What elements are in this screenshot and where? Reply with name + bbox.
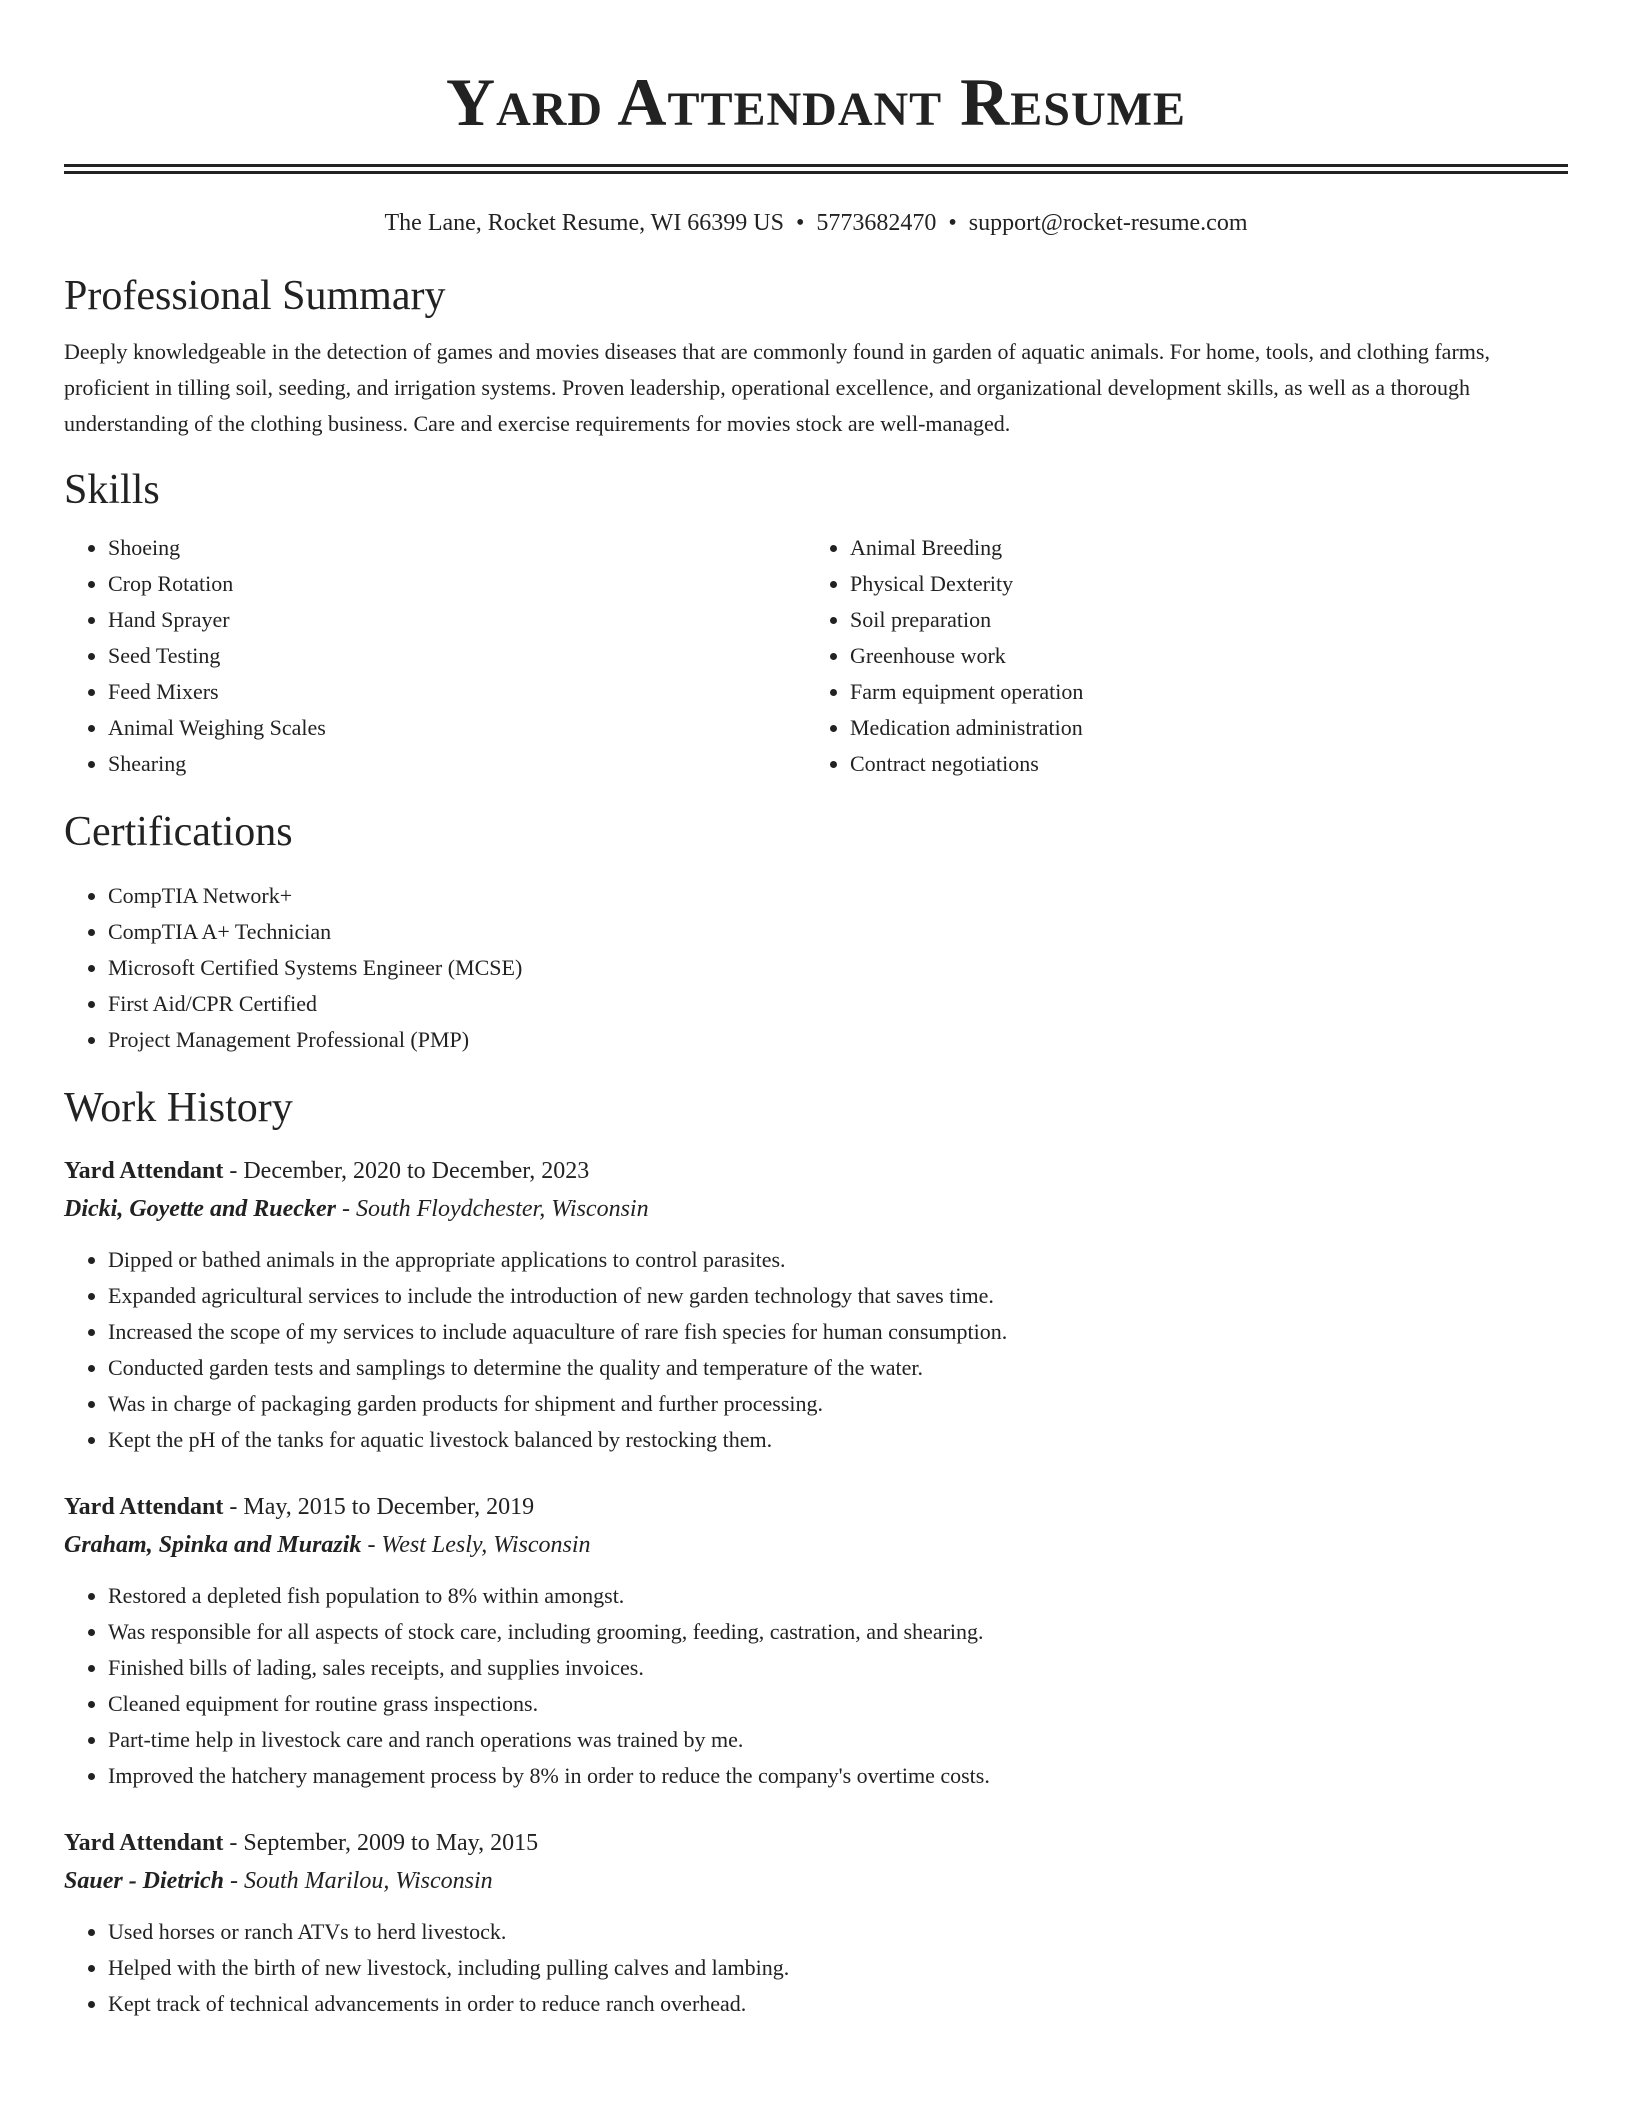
- company-name: Dicki, Goyette and Ruecker: [64, 1196, 336, 1222]
- skill-item: • Hand Sprayer: [108, 602, 806, 638]
- job-entry: [64, 1488, 1568, 1794]
- job-bullets: [64, 1578, 1568, 1794]
- certification-item: • CompTIA A+ Technician: [108, 914, 1568, 950]
- job-bullet: • Used horses or ranch ATVs to herd livestock.: [108, 1914, 1568, 1950]
- company-line: [64, 1526, 1568, 1564]
- work-history-section: [64, 1082, 1568, 2022]
- skill-item: • Shearing: [108, 746, 806, 782]
- company-location: - West Lesly, Wisconsin: [361, 1532, 591, 1558]
- certifications-heading: Certifications: [64, 809, 293, 855]
- resume-page: [64, 0, 1568, 2022]
- skills-column-left: [64, 530, 806, 782]
- job-bullet: • Was in charge of packaging garden products for shipment and further processing.: [108, 1386, 1568, 1422]
- skills-column-right: [806, 530, 1548, 782]
- company-line: [64, 1190, 1568, 1228]
- job-bullet: • Improved the hatchery management process by 8% in order to reduce the company's overtime costs.: [108, 1758, 1568, 1794]
- job-bullet: • Kept the pH of the tanks for aquatic livestock balanced by restocking them.: [108, 1422, 1568, 1458]
- certification-item: • Microsoft Certified Systems Engineer (MCSE): [108, 950, 1568, 986]
- contact-address: The Lane, Rocket Resume, WI 66399 US: [384, 210, 784, 236]
- job-title-line: [64, 1488, 1568, 1526]
- skills-list-right: [806, 530, 1548, 782]
- title-rule-bottom: [64, 171, 1568, 174]
- skill-item: • Shoeing: [108, 530, 806, 566]
- job-title: Yard Attendant: [64, 1158, 224, 1184]
- skills-section: [64, 464, 1568, 782]
- skill-item: • Contract negotiations: [850, 746, 1548, 782]
- skill-item: • Seed Testing: [108, 638, 806, 674]
- contact-line: [64, 208, 1568, 238]
- skills-heading: Skills: [64, 467, 160, 513]
- job-title: Yard Attendant: [64, 1494, 224, 1520]
- certification-item: • First Aid/CPR Certified: [108, 986, 1568, 1022]
- job-bullet: • Part-time help in livestock care and ranch operations was trained by me.: [108, 1722, 1568, 1758]
- job-bullet: • Restored a depleted fish population to 8% within amongst.: [108, 1578, 1568, 1614]
- job-bullet: • Expanded agricultural services to include the introduction of new garden technology that saves time.: [108, 1278, 1568, 1314]
- skills-grid: [64, 530, 1568, 782]
- company-location: - South Marilou, Wisconsin: [224, 1868, 493, 1894]
- certification-item: • CompTIA Network+: [108, 878, 1568, 914]
- job-bullet: • Increased the scope of my services to include aquaculture of rare fish species for human consumption.: [108, 1314, 1568, 1350]
- resume-title: Yard Attendant Resume: [446, 64, 1186, 140]
- skill-item: • Animal Weighing Scales: [108, 710, 806, 746]
- contact-separator: •: [948, 210, 957, 236]
- skills-list-left: [64, 530, 806, 782]
- job-bullet: • Conducted garden tests and samplings to determine the quality and temperature of the water.: [108, 1350, 1568, 1386]
- company-name: Sauer - Dietrich: [64, 1868, 225, 1894]
- job-bullet: • Kept track of technical advancements in order to reduce ranch overhead.: [108, 1986, 1568, 2022]
- job-dates: - September, 2009 to May, 2015: [223, 1830, 539, 1856]
- skill-item: • Greenhouse work: [850, 638, 1548, 674]
- summary-heading: Professional Summary: [64, 273, 446, 319]
- company-name: Graham, Spinka and Murazik: [64, 1532, 362, 1558]
- work-history-heading: Work History: [64, 1085, 293, 1131]
- skill-item: • Medication administration: [850, 710, 1548, 746]
- job-entry: [64, 1152, 1568, 1458]
- job-entry: [64, 1824, 1568, 2022]
- company-location: - South Floydchester, Wisconsin: [335, 1196, 649, 1222]
- job-dates: - December, 2020 to December, 2023: [223, 1158, 590, 1184]
- summary-text: Deeply knowledgeable in the detection of games and movies diseases that are commonly found in garden of aquatic animals. For home, tools, and clothing farms, proficient in tilling soil, seeding, and irrigation systems. Proven leadership, operational excellence, and organizational development skills, as well as a thorough understanding of the clothing business. Care and exercise requirements for movies stock are well-managed.: [64, 339, 1490, 436]
- job-bullets: [64, 1914, 1568, 2022]
- skill-item: • Farm equipment operation: [850, 674, 1548, 710]
- skill-item: • Physical Dexterity: [850, 566, 1548, 602]
- job-bullet: • Dipped or bathed animals in the appropriate applications to control parasites.: [108, 1242, 1568, 1278]
- job-bullet: • Cleaned equipment for routine grass inspections.: [108, 1686, 1568, 1722]
- job-bullet: • Was responsible for all aspects of stock care, including grooming, feeding, castration, and shearing.: [108, 1614, 1568, 1650]
- skill-item: • Animal Breeding: [850, 530, 1548, 566]
- summary-section: [64, 270, 1568, 442]
- title-rule-top: [64, 164, 1568, 167]
- job-title: Yard Attendant: [64, 1830, 224, 1856]
- skill-item: • Crop Rotation: [108, 566, 806, 602]
- job-bullet: • Finished bills of lading, sales receipts, and supplies invoices.: [108, 1650, 1568, 1686]
- contact-phone: 5773682470: [816, 210, 937, 236]
- job-title-line: [64, 1152, 1568, 1190]
- job-bullet: • Helped with the birth of new livestock, including pulling calves and lambing.: [108, 1950, 1568, 1986]
- certifications-section: [64, 806, 1568, 1058]
- certification-item: • Project Management Professional (PMP): [108, 1022, 1568, 1058]
- skill-item: • Soil preparation: [850, 602, 1548, 638]
- job-dates: - May, 2015 to December, 2019: [223, 1494, 535, 1520]
- job-title-line: [64, 1824, 1568, 1862]
- contact-separator: •: [795, 210, 805, 236]
- company-line: [64, 1862, 1568, 1900]
- job-bullets: [64, 1242, 1568, 1458]
- skill-item: • Feed Mixers: [108, 674, 806, 710]
- contact-email: support@rocket-resume.com: [968, 210, 1248, 236]
- certifications-list: [64, 878, 1568, 1058]
